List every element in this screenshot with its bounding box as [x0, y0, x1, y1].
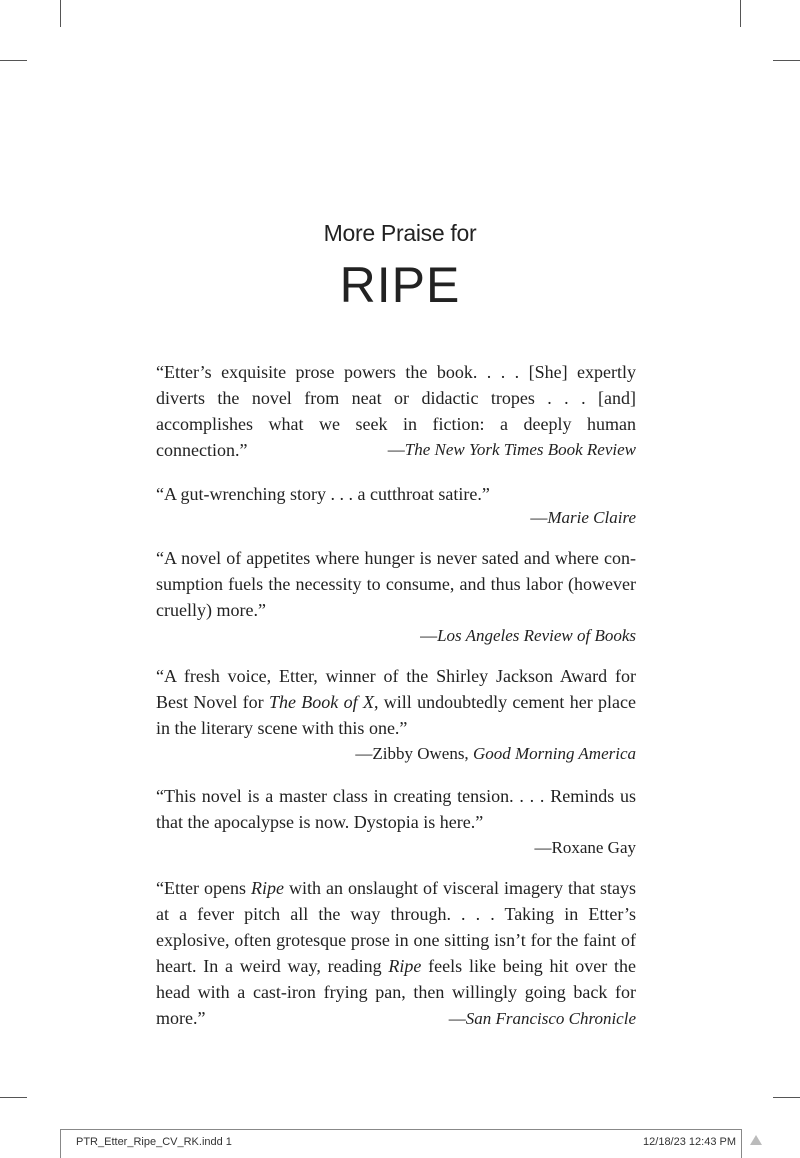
quote-attribution: —The New York Times Book Review [387, 440, 636, 459]
praise-quote: “Etter’s exquisite prose powers the book. . . . [She] expertly diverts the novel from neat or didactic tropes . . . [and] accomplishes what we seek in fiction: a deeply human connection.” [156, 362, 636, 460]
quote-attribution: —San Francisco Chronicle [448, 1009, 636, 1028]
crop-mark [773, 1097, 800, 1098]
quote-attribution: —Marie Claire [530, 508, 636, 527]
print-slug [0, 1129, 800, 1157]
praise-heading: More Praise for [323, 220, 477, 246]
praise-quote: “A novel of appetites where hunger is never sated and where con-sumption fuels the necessity to consume, and thus labor (however cruelly) more.” [156, 548, 636, 620]
crop-mark [60, 0, 61, 27]
quote-attribution: —Zibby Owens, Good Morning America [355, 744, 636, 763]
quote-attribution: —Los Angeles Review of Books [420, 626, 636, 645]
praise-quote: “A gut-wrenching story . . . a cutthroat satire.” [156, 484, 490, 504]
page-curl-icon [750, 1135, 762, 1145]
slug-datetime: 12/18/23 12:43 PM [643, 1136, 736, 1148]
crop-mark [773, 60, 800, 61]
praise-quote: “Etter opens Ripe with an onslaught of visceral imagery that stays at a fever pitch all the way through. . . . Taking in Etter’s explosive, often grotesque prose in one sitting isn’t for the faint of heart. In a weird way, reading Ripe feels like being hit over the head with a cast-iron frying pan, then willingly going back for more.” [156, 878, 637, 1028]
crop-mark [0, 60, 27, 61]
crop-mark [740, 0, 741, 27]
crop-mark [0, 1097, 27, 1098]
slug-filename: PTR_Etter_Ripe_CV_RK.indd 1 [76, 1136, 232, 1148]
quote-attribution: —Roxane Gay [534, 838, 636, 857]
praise-quote: “This novel is a master class in creating tension. . . . Reminds us that the apocalypse is now. Dystopia is here.” [156, 786, 636, 832]
praise-quote: “A fresh voice, Etter, winner of the Shirley Jackson Award for Best Novel for The Book of X, will undoubtedly cement her place in the literary scene with this one.” [156, 666, 636, 738]
book-title: RIPE [339, 257, 461, 313]
